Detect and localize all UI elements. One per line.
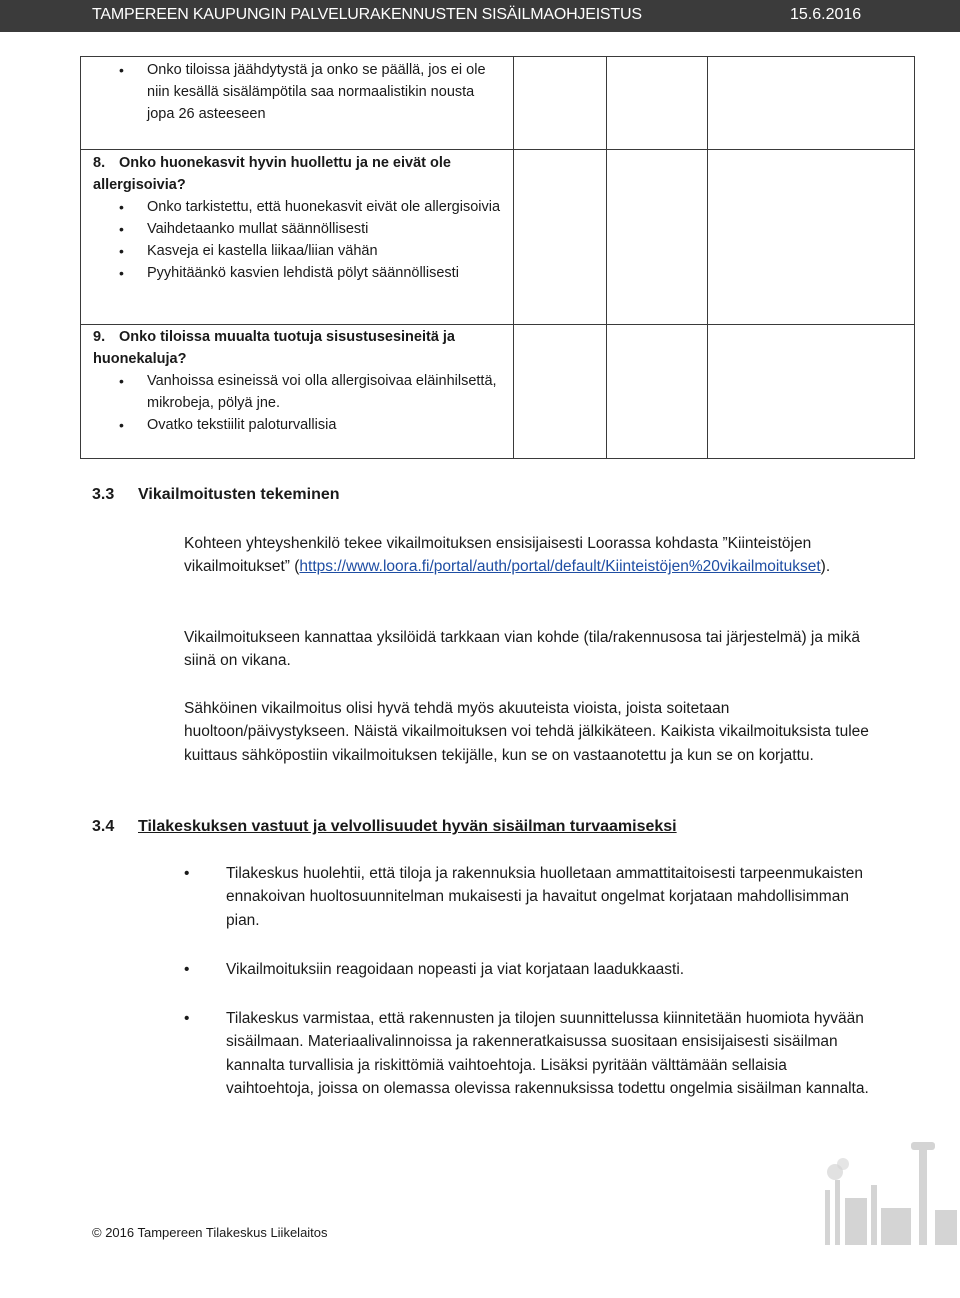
- list-item: • Vanhoissa esineissä voi olla allergisoivaa eläinhilsettä, mikrobeja, pölyä jne.: [93, 370, 505, 414]
- question-cell: [81, 57, 514, 150]
- list-item-text: Tilakeskus huolehtii, että tiloja ja rakennuksia huolletaan ammattitaitoisesti tarpeenmukaisten ennakoivan huoltosuunnitelman mukaisesti ja havaitut ongelmat korjataan mahdollisimman pian.: [226, 865, 863, 929]
- list-item: • Onko tarkistettu, että huonekasvit eivät ole allergisoivia: [93, 196, 505, 218]
- loora-link[interactable]: https://www.loora.fi/portal/auth/portal/default/Kiinteistöjen%20vikailmoitukset: [299, 558, 821, 576]
- paragraph: Sähköinen vikailmoitus olisi hyvä tehdä myös akuuteista vioista, joista soitetaan huoltoon/päivystykseen. Näistä vikailmoituksen voi tehdä jälkikäteen. Kaikista vikailmoituksista tulee kuittaus sähköpostiin vikailmoituksen tekijälle, kun se on vastaanotettu ja kun se on korjattu.: [184, 700, 869, 764]
- paragraph-text: ).: [820, 558, 831, 576]
- list-item: • Vaihdetaanko mullat säännöllisesti: [93, 218, 505, 240]
- answer-cell: [708, 150, 915, 325]
- answer-cell: [607, 150, 708, 325]
- section-title: Tilakeskuksen vastuut ja velvollisuudet hyvän sisäilman turvaamiseksi: [138, 818, 677, 835]
- paragraph: Vikailmoitukseen kannattaa yksilöidä tarkkaan vian kohde (tila/rakennusosa tai järjestelmä) ja mikä siinä on vikana.: [184, 629, 861, 670]
- table-row: [81, 150, 915, 325]
- question-number: 9.: [93, 329, 106, 345]
- page-header: [0, 0, 960, 32]
- section-heading: [0, 818, 960, 840]
- section-title: Vikailmoitusten tekeminen: [138, 486, 340, 503]
- question-number: 8.: [93, 155, 106, 171]
- paragraph: [184, 532, 874, 579]
- list-item: • Kasveja ei kastella liikaa/liian vähän: [93, 240, 505, 262]
- question-cell: [81, 150, 514, 325]
- bullet-icon: •: [184, 961, 190, 978]
- list-item: • Onko tiloissa jäähdytystä ja onko se päällä, jos ei ole niin kesällä sisälämpötila saa normaalistikin nousta jopa 26 asteeseen: [93, 59, 505, 125]
- checklist-table: [80, 56, 915, 459]
- list-item: • Ovatko tekstiilit paloturvallisia: [93, 414, 505, 436]
- answer-cell: [708, 325, 915, 459]
- question-title: Onko huonekasvit hyvin huollettu ja ne eivät ole allergisoivia?: [93, 155, 451, 193]
- tampere-skyline-logo: [815, 1130, 960, 1245]
- document-date: 15.6.2016: [790, 6, 862, 23]
- list-item: [184, 1007, 874, 1100]
- answer-cell: [708, 57, 915, 150]
- answer-cell: [514, 150, 607, 325]
- answer-cell: [514, 325, 607, 459]
- question-cell: [81, 325, 514, 459]
- list-item-text: Tilakeskus varmistaa, että rakennusten ja tilojen suunnittelussa kiinnitetään huomiota hyvään sisäilmaan. Materiaalivalinnoissa ja rakenneratkaisussa suositaan ensisijaisesti sisäilman kannalta turvallisia ja riskittömiä vaihtoehtoja. Lisäksi pyritään välttämään sellaisia vaihtoehtoja, joissa on olemassa olevissa rakennuksissa todettu ongelmia sisäilman kannalta.: [226, 1010, 869, 1097]
- answer-cell: [514, 57, 607, 150]
- answer-cell: [607, 325, 708, 459]
- question-heading: [93, 326, 505, 370]
- paragraph-text: Kohteen yhteyshenkilö tekee vikailmoituksen ensisijaisesti Loorassa kohdasta ”Kiinteistöjen vikailmoitukset” (: [184, 535, 812, 576]
- document-title: TAMPEREEN KAUPUNGIN PALVELURAKENNUSTEN SISÄILMAOHJEISTUS: [92, 6, 642, 23]
- list-item: [184, 958, 874, 981]
- list-item: [184, 862, 874, 932]
- list-item: • Pyyhitäänkö kasvien lehdistä pölyt säännöllisesti: [93, 262, 505, 284]
- section-number: 3.4: [92, 818, 115, 835]
- answer-cell: [607, 57, 708, 150]
- footer-copyright: © 2016 Tampereen Tilakeskus Liikelaitos: [92, 1225, 328, 1240]
- section-heading: [0, 486, 960, 508]
- table-row: [81, 325, 915, 459]
- question-heading: [93, 152, 505, 196]
- list-item-text: Vikailmoituksiin reagoidaan nopeasti ja viat korjataan laadukkaasti.: [226, 961, 685, 978]
- bullet-icon: •: [184, 1010, 190, 1027]
- question-title: Onko tiloissa muualta tuotuja sisustusesineitä ja huonekaluja?: [93, 329, 455, 367]
- section-number: 3.3: [92, 486, 115, 503]
- bullet-icon: •: [184, 865, 190, 882]
- table-row: [81, 57, 915, 150]
